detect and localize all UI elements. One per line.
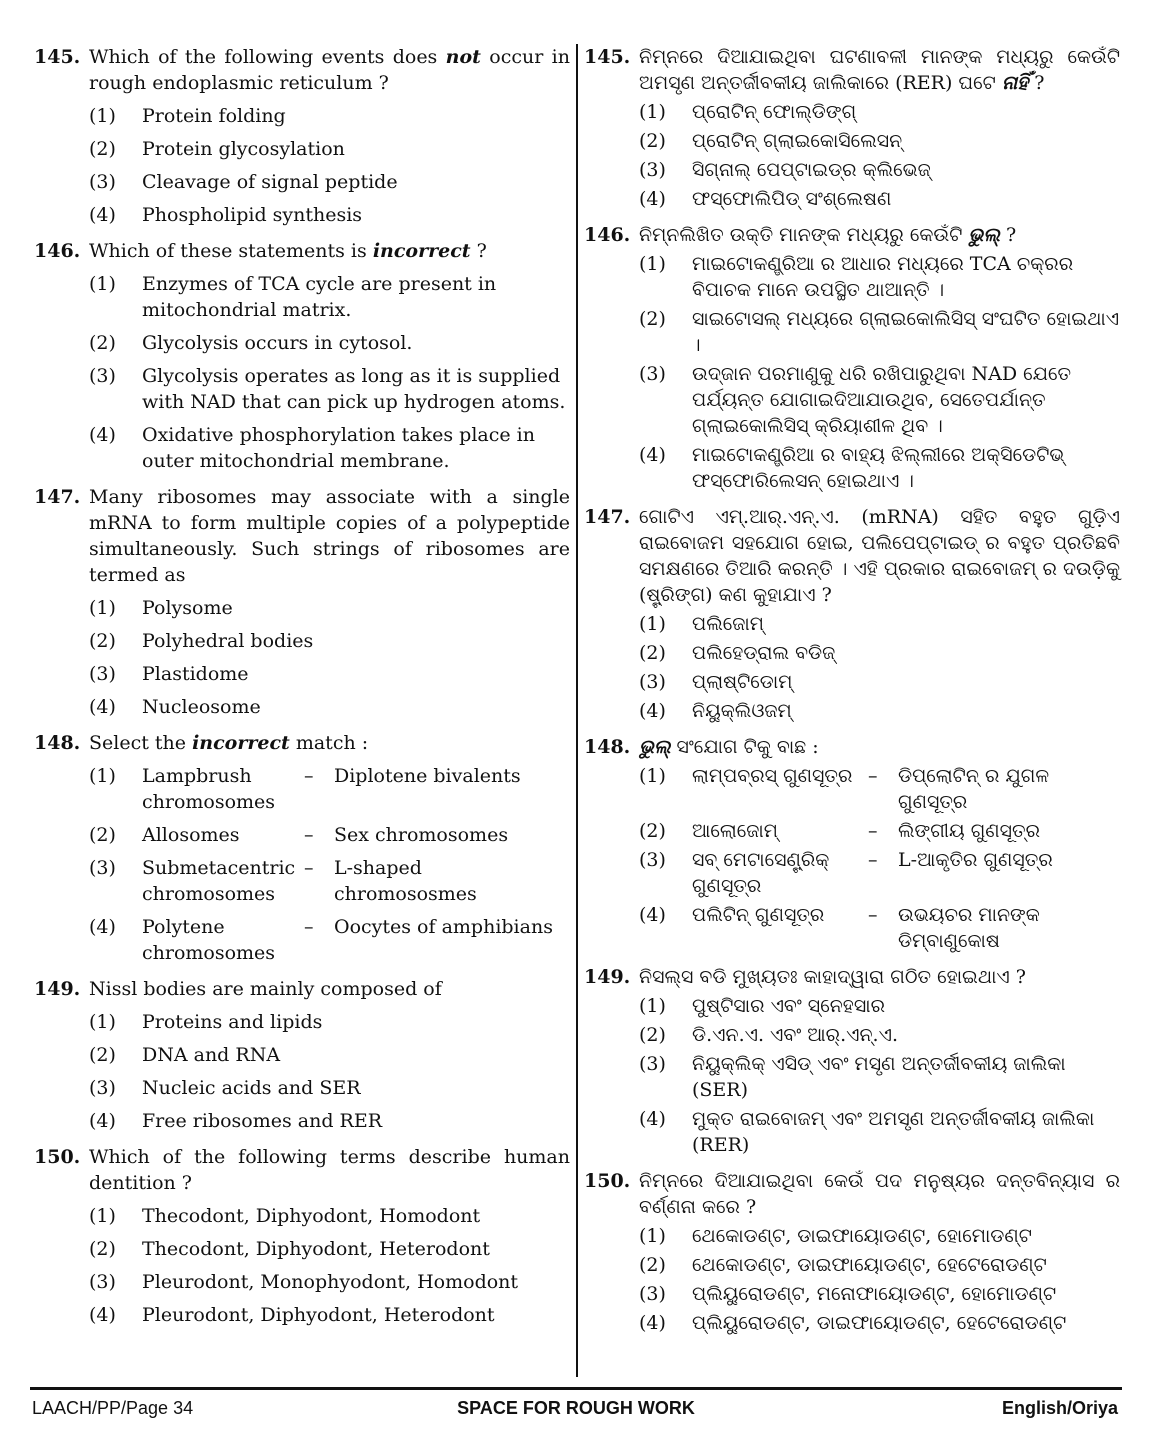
option-text: Nucleic acids and SER — [142, 1077, 361, 1099]
option — [639, 1022, 1120, 1048]
option-text: ଫସ୍‌ଫୋଲିପିଡ୍ ସଂଶ୍ଲେଷଣ — [692, 188, 892, 210]
match-option — [639, 818, 1120, 844]
option-number: (1) — [639, 253, 666, 275]
question-number: 146. — [584, 224, 631, 246]
question-stem — [584, 1168, 1120, 1220]
match-right: Oocytes of amphibians — [334, 916, 553, 938]
option-text: Glycolysis operates as long as it is supplied with NAD that can pick up hydrogen atoms. — [142, 365, 566, 413]
option-number: (1) — [639, 613, 666, 635]
question-emphasis: not — [445, 46, 481, 68]
match-left: Polytene chromosomes — [142, 916, 276, 964]
option-number: (2) — [89, 332, 116, 354]
question-text — [89, 976, 570, 1002]
option-number: (3) — [89, 1077, 116, 1099]
option-text: ସାଇଟୋସଲ୍ ମଧ୍ୟରେ ଗ୍ଲାଇକୋଲିସିସ୍ ସଂଘଟିତ ହୋଇଥାଏ । — [692, 308, 1120, 356]
question-text-pre: Select the — [89, 732, 193, 754]
question-number: 147. — [584, 506, 631, 528]
match-left: ଆଲୋଜୋମ୍ — [692, 820, 778, 842]
option-text: Pleurodont, Monophyodont, Homodont — [142, 1271, 519, 1293]
option-text: ପଲିଜୋମ୍ — [692, 613, 764, 635]
match-dash: – — [868, 820, 878, 842]
option-text: Pleurodont, Diphyodont, Heterodont — [142, 1304, 495, 1326]
match-dash: – — [304, 857, 314, 879]
option-text: Thecodont, Diphyodont, Heterodont — [142, 1238, 490, 1260]
option-number: (4) — [639, 700, 666, 722]
match-option — [89, 822, 570, 848]
match-left: Lampbrush chromosomes — [142, 765, 276, 813]
match-right: ଉଭୟଚର ମାନଙ୍କ ଡିମ୍ବାଣୁକୋଷ — [898, 904, 1040, 952]
option-text: ମାଇଟୋକଣ୍ଡ୍ରିଆ ର ଆଧାର ମଧ୍ୟରେ TCA ଚକ୍ରର ବିପାଚକ ମାନେ ଉପସ୍ଥିତ ଥାଆନ୍ତି । — [692, 253, 1074, 301]
option-number: (3) — [639, 1053, 666, 1075]
option-number: (3) — [639, 159, 666, 181]
option-text: Protein folding — [142, 105, 286, 127]
question-stem — [584, 504, 1120, 608]
option-number: (2) — [639, 1254, 666, 1276]
question-number: 149. — [584, 966, 631, 988]
option-text: ଡି.ଏନ.ଏ. ଏବଂ ଆର୍.ଏନ୍.ଏ. — [692, 1024, 898, 1046]
question-text-pre: Nissl bodies are mainly composed of — [89, 978, 442, 1000]
option-text: ଥେକୋଡଣ୍ଟ, ଡାଇଫାୟୋଡଣ୍ଟ, ହେଟେରୋଡଣ୍ଟ — [692, 1254, 1047, 1276]
option-number: (4) — [89, 696, 116, 718]
question-emphasis: ନାହିଁ — [1001, 72, 1029, 94]
option-text: ମାଇଟୋକଣ୍ଡ୍ରିଆ ର ବାହ୍ୟ ଝିଲ୍ଲୀରେ ଅକ୍ସିଡେଟିଭ୍ ଫସ୍‌ଫୋରିଲେସନ୍ ହୋଇଥାଏ । — [692, 444, 1065, 492]
question-149 — [584, 964, 1120, 1158]
option — [89, 422, 570, 474]
page-code: LAACH/PP/Page 34 — [32, 1398, 194, 1418]
question-stem — [584, 734, 1120, 760]
option-text: Free ribosomes and RER — [142, 1110, 383, 1132]
option-number: (1) — [89, 1205, 116, 1227]
option — [89, 202, 570, 228]
option — [639, 1106, 1120, 1158]
option — [89, 271, 570, 323]
option — [89, 1269, 570, 1295]
option — [639, 1252, 1120, 1278]
match-right: Diplotene bivalents — [334, 765, 521, 787]
question-text — [89, 484, 570, 588]
question-stem — [34, 238, 570, 264]
question-text-post: ? — [999, 224, 1017, 246]
question-text-pre: ନିମ୍ନରେ ଦିଆଯାଇଥିବା କେଉଁ ପଦ ମନୁଷ୍ୟର ଦନ୍ତବିନ୍ୟାସ ର ବର୍ଣ୍ଣନା କରେ ? — [639, 1170, 1120, 1218]
option-number: (3) — [89, 663, 116, 685]
option-number: (2) — [89, 1238, 116, 1260]
option — [89, 595, 570, 621]
option-text: ପଲିହେଡ୍ରାଲ ବଡିଜ୍ — [692, 642, 836, 664]
option — [639, 1281, 1120, 1307]
question-147 — [34, 484, 570, 720]
question-text-post: ? — [1028, 72, 1045, 94]
option-number: (1) — [639, 1225, 666, 1247]
option — [639, 669, 1120, 695]
option-number: (2) — [639, 308, 666, 330]
question-text — [639, 1168, 1120, 1220]
option-text: Cleavage of signal peptide — [142, 171, 398, 193]
option-number: (2) — [639, 642, 666, 664]
option-number: (4) — [639, 188, 666, 210]
question-text — [639, 222, 1120, 248]
match-dash: – — [868, 904, 878, 926]
option-number: (4) — [89, 916, 116, 938]
option-text: ପ୍ଲାଷ୍ଟିଡୋମ୍ — [692, 671, 793, 693]
option-number: (2) — [89, 138, 116, 160]
option-number: (4) — [89, 1110, 116, 1132]
option-text: ପ୍ଲିୟୁରୋଡଣ୍ଟ, ମନୋଫାୟୋଡଣ୍ଟ, ହୋମୋଡଣ୍ଟ — [692, 1283, 1057, 1305]
option-text: Thecodont, Diphyodont, Homodont — [142, 1205, 481, 1227]
option-number: (4) — [639, 1312, 666, 1334]
question-stem — [584, 222, 1120, 248]
option — [89, 1302, 570, 1328]
question-text-pre: ନିମ୍ନଲିଖିତ ଉକ୍ତି ମାନଙ୍କ ମଧ୍ୟରୁ କେଉଁଟି — [639, 224, 969, 246]
option-number: (4) — [639, 1108, 666, 1130]
match-dash: – — [868, 765, 878, 787]
footer-rule — [30, 1387, 1122, 1390]
question-145 — [584, 44, 1120, 212]
option — [639, 128, 1120, 154]
match-left: ସବ୍ ମେଟାସେଣ୍ଟ୍ରିକ୍ ଗୁଣସୂତ୍ର — [692, 849, 830, 897]
oriya-column — [584, 44, 1120, 1346]
option-text: Polysome — [142, 597, 233, 619]
question-text — [639, 734, 1120, 760]
option — [89, 661, 570, 687]
option-number: (4) — [639, 444, 666, 466]
option — [639, 99, 1120, 125]
question-stem — [34, 1144, 570, 1196]
option-text: Oxidative phosphorylation takes place in outer mitochondrial membrane. — [142, 424, 535, 472]
match-right: ଲିଙ୍ଗୀୟ ଗୁଣସୂତ୍ର — [898, 820, 1041, 842]
question-text — [639, 504, 1120, 608]
question-text-post: occur in rough endoplasmic reticulum ? — [89, 46, 570, 94]
match-left: Allosomes — [142, 824, 240, 846]
option-number: (1) — [89, 597, 116, 619]
option — [639, 186, 1120, 212]
question-text-pre: ନିସଲ୍‌ସ ବଡି ମୁଖ୍ୟତଃ କାହାଦ୍ୱାରା ଗଠିତ ହୋଇଥାଏ ? — [639, 966, 1026, 988]
rough-work-label: SPACE FOR ROUGH WORK — [457, 1398, 695, 1418]
match-dash: – — [304, 824, 314, 846]
option — [89, 169, 570, 195]
question-text-pre: ନିମ୍ନରେ ଦିଆଯାଇଥିବା ଘଟଣାବଳୀ ମାନଙ୍କ ମଧ୍ୟରୁ କେଉଁଟି ଅମସୃଣ ଅନ୍ତର୍ଜୀବକୀୟ ଜାଲିକାରେ (RER) ଘଟେ — [639, 46, 1120, 94]
option — [639, 640, 1120, 666]
option — [89, 136, 570, 162]
question-number: 150. — [584, 1170, 631, 1192]
option-text: ମୁକ୍ତ ରାଇବୋଜମ୍ ଏବଂ ଅମସୃଣ ଅନ୍ତର୍ଜୀବକୀୟ ଜାଲିକା (RER) — [692, 1108, 1095, 1156]
match-left: ପଲିଟିନ୍ ଗୁଣସୂତ୍ର — [692, 904, 825, 926]
option-number: (2) — [639, 130, 666, 152]
question-number: 150. — [34, 1146, 81, 1168]
question-147 — [584, 504, 1120, 724]
question-emphasis: incorrect — [192, 732, 290, 754]
question-text-pre: Which of the following terms describe human dentition ? — [89, 1146, 570, 1194]
option-number: (1) — [89, 765, 116, 787]
option-number: (1) — [89, 273, 116, 295]
match-left: ଲାମ୍ପବ୍ରସ୍ ଗୁଣସୂତ୍ର — [692, 765, 853, 787]
option-number: (4) — [89, 424, 116, 446]
option — [89, 1236, 570, 1262]
question-150 — [34, 1144, 570, 1328]
match-option — [639, 763, 1120, 815]
match-option — [89, 855, 570, 907]
option — [89, 1009, 570, 1035]
option-text: Nucleosome — [142, 696, 261, 718]
option-number: (3) — [639, 849, 666, 871]
option-text: Plastidome — [142, 663, 249, 685]
option-number: (2) — [639, 820, 666, 842]
option-number: (4) — [89, 1304, 116, 1326]
option — [89, 1075, 570, 1101]
option — [639, 251, 1120, 303]
question-text — [89, 238, 570, 264]
question-146 — [584, 222, 1120, 494]
question-emphasis: incorrect — [372, 240, 471, 262]
question-text-post: ? — [470, 240, 487, 262]
question-text — [639, 964, 1120, 990]
option-text: Polyhedral bodies — [142, 630, 314, 652]
question-stem — [34, 976, 570, 1002]
question-text — [89, 730, 570, 756]
option-number: (2) — [89, 630, 116, 652]
option-number: (1) — [89, 105, 116, 127]
option-number: (3) — [639, 1283, 666, 1305]
option — [89, 1203, 570, 1229]
question-stem — [34, 484, 570, 588]
option-number: (1) — [639, 765, 666, 787]
match-left: Submetacentric chromosomes — [142, 857, 296, 905]
option-number: (3) — [639, 671, 666, 693]
question-emphasis: ଭୁଲ୍ — [639, 736, 671, 758]
option-text: ଉଦ୍‌ଜାନ ପରମାଣୁକୁ ଧରି ରଖିପାରୁଥିବା NAD ଯେତେ ପର୍ଯ୍ୟନ୍ତ ଯୋଗାଇଦିଆଯାଉଥିବ, ସେତେପର୍ଯାନ୍ତ ଗ୍ଲାଇକୋଲିସିସ୍ କ୍ରିୟାଶୀଳ ଥିବ । — [692, 363, 1072, 437]
option-number: (1) — [639, 101, 666, 123]
option — [639, 361, 1120, 439]
option — [639, 1223, 1120, 1249]
option-number: (1) — [639, 995, 666, 1017]
option-number: (1) — [89, 1011, 116, 1033]
match-dash: – — [304, 916, 314, 938]
option-text: Proteins and lipids — [142, 1011, 323, 1033]
question-text-pre: Many ribosomes may associate with a single mRNA to form multiple copies of a polypeptide simultaneously. Such strings of ribosomes are termed as — [89, 486, 570, 586]
option — [639, 157, 1120, 183]
question-text — [89, 1144, 570, 1196]
match-right: L-ଆକୃତିର ଗୁଣସୂତ୍ର — [898, 849, 1053, 871]
question-text-pre: ଗୋଟିଏ ଏମ୍.ଆର୍.ଏନ୍.ଏ. (mRNA) ସହିତ ବହୁତ ଗୁଡ଼ିଏ ରାଇବୋଜମ ସହଯୋଗ ହୋଇ, ପଲିପେପ୍ଟାଇଡ୍ ର ବହୁତ ପ୍ରତିଛବି ସମକ୍ଷଣରେ ତିଆରି କରନ୍ତି । ଏହି ପ୍ରକାର ରାଇବୋଜମ୍ ର ଦଉଡ଼ିକୁ (ଷ୍ଟ୍ରିଙ୍ଗ) କଣ କୁହାଯାଏ ? — [639, 506, 1120, 606]
question-145 — [34, 44, 570, 228]
question-number: 148. — [584, 736, 631, 758]
option-number: (3) — [89, 171, 116, 193]
option — [89, 363, 570, 415]
match-dash: – — [868, 849, 878, 871]
option — [89, 694, 570, 720]
option-text: DNA and RNA — [142, 1044, 281, 1066]
option — [639, 1310, 1120, 1336]
question-number: 148. — [34, 732, 81, 754]
option-text: Glycolysis occurs in cytosol. — [142, 332, 413, 354]
option-number: (4) — [639, 904, 666, 926]
question-number: 149. — [34, 978, 81, 1000]
match-right: L-shaped chromososmes — [334, 857, 477, 905]
option-text: ପ୍ରୋଟିନ୍ ଫୋଲ୍ଡିଙ୍ଗ୍ — [692, 101, 857, 123]
question-148 — [34, 730, 570, 966]
question-text — [89, 44, 570, 96]
option-text: ନିୟୁକ୍ଲିକ୍ ଏସିଡ୍ ଏବଂ ମସୃଣ ଅନ୍ତର୍ଜୀବକୀୟ ଜାଲିକା (SER) — [692, 1053, 1066, 1101]
option-number: (3) — [639, 363, 666, 385]
option-text: ନିୟୁକ୍ଲିଓଜମ୍ — [692, 700, 792, 722]
option — [639, 442, 1120, 494]
question-text-post: match : — [289, 732, 369, 754]
option-number: (3) — [89, 1271, 116, 1293]
option — [639, 306, 1120, 358]
question-stem — [34, 44, 570, 96]
question-146 — [34, 238, 570, 474]
question-number: 147. — [34, 486, 81, 508]
english-column — [34, 44, 570, 1338]
match-option — [89, 914, 570, 966]
option — [89, 103, 570, 129]
option-text: ପୁଷ୍ଟିସାର ଏବଂ ସ୍ନେହସାର — [692, 995, 885, 1017]
option — [89, 1108, 570, 1134]
question-stem — [34, 730, 570, 756]
option-text: ଥେକୋଡଣ୍ଟ, ଡାଇଫାୟୋଡଣ୍ଟ, ହୋମୋଡଣ୍ଟ — [692, 1225, 1032, 1247]
option-number: (4) — [89, 204, 116, 226]
question-number: 145. — [584, 46, 631, 68]
question-text — [639, 44, 1120, 96]
option-number: (2) — [89, 824, 116, 846]
question-149 — [34, 976, 570, 1134]
option — [89, 330, 570, 356]
column-divider — [576, 44, 578, 1377]
option — [639, 611, 1120, 637]
option-number: (3) — [89, 857, 116, 879]
match-option — [89, 763, 570, 815]
option-text: ପ୍ଲିୟୁରୋଡଣ୍ଟ, ଡାଇଫାୟୋଡଣ୍ଟ, ହେଟେରୋଡଣ୍ଟ — [692, 1312, 1067, 1334]
option — [639, 698, 1120, 724]
option-number: (2) — [89, 1044, 116, 1066]
question-emphasis: ଭୁଲ୍ — [968, 224, 1000, 246]
question-text-post: ସଂଯୋଗ ଟିକୁ ବାଛ : — [670, 736, 819, 758]
question-text-pre: Which of these statements is — [89, 240, 373, 262]
match-option — [639, 847, 1120, 899]
option-text: Enzymes of TCA cycle are present in mitochondrial matrix. — [142, 273, 497, 321]
option — [639, 1051, 1120, 1103]
question-number: 146. — [34, 240, 81, 262]
option-text: ପ୍ରୋଟିନ୍ ଗ୍ଲାଇକୋସିଲେସନ୍ — [692, 130, 903, 152]
option-text: Protein glycosylation — [142, 138, 345, 160]
match-right: ଡିପ୍ଲୋଟିନ୍ ର ଯୁଗଳ ଗୁଣସୂତ୍ର — [898, 765, 1050, 813]
option-number: (3) — [89, 365, 116, 387]
question-148 — [584, 734, 1120, 954]
option-number: (2) — [639, 1024, 666, 1046]
question-150 — [584, 1168, 1120, 1336]
option — [89, 1042, 570, 1068]
match-dash: – — [304, 765, 314, 787]
question-stem — [584, 964, 1120, 990]
match-right: Sex chromosomes — [334, 824, 509, 846]
question-number: 145. — [34, 46, 81, 68]
option — [89, 628, 570, 654]
option — [639, 993, 1120, 1019]
option-text: ସିଗ୍ନାଲ୍ ପେପ୍ଟାଇଡ୍‌ର କ୍ଲିଭେଜ୍ — [692, 159, 931, 181]
option-text: Phospholipid synthesis — [142, 204, 363, 226]
question-stem — [584, 44, 1120, 96]
question-text-pre: Which of the following events does — [89, 46, 446, 68]
language-label: English/Oriya — [1001, 1398, 1118, 1418]
match-option — [639, 902, 1120, 954]
